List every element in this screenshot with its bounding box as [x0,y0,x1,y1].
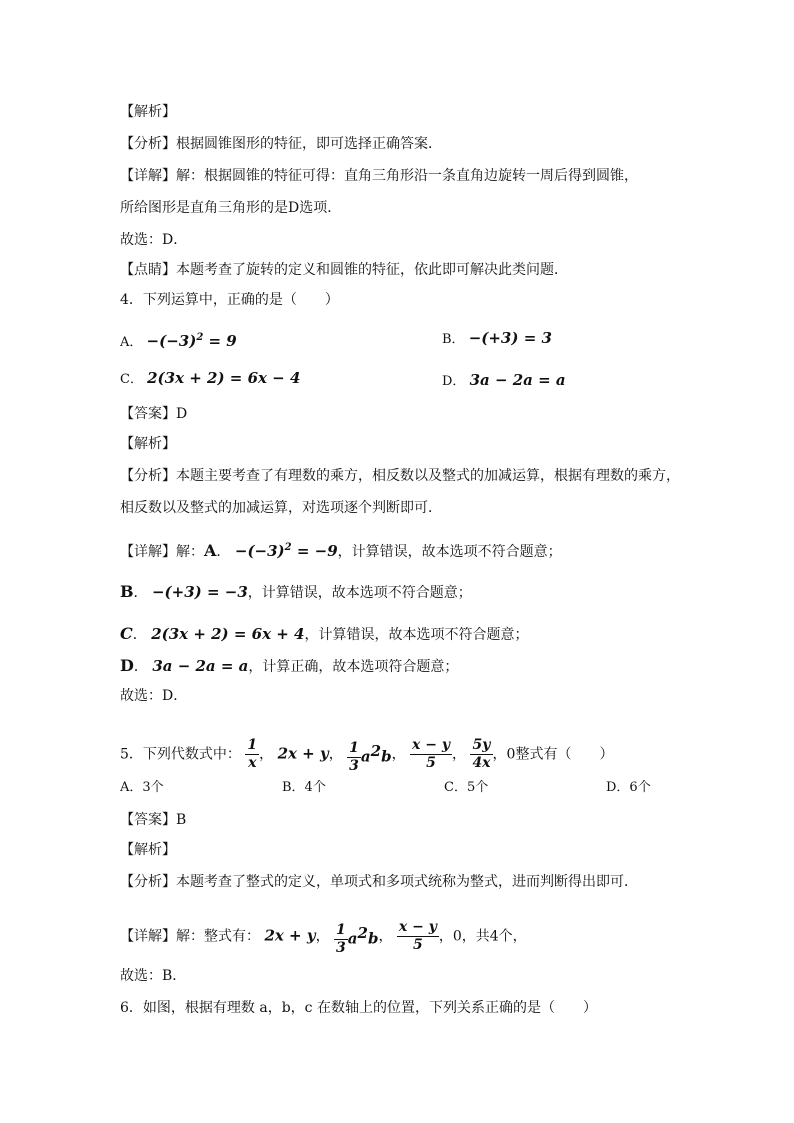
answer-choice-q4: 故选：D． [120,688,188,704]
option-label: D． [442,374,466,389]
detail-q4-item-a: 【详解】解：A． $-(-3)^2 = -9$，计算错误，故本选项不符合题意； [120,541,562,560]
analysis-heading-q5: 【解析】 [120,842,176,858]
analysis-heading-q3: 【解析】 [120,104,176,120]
detail-q4-item-c: C． 2(3x + 2) = 6x + 4，计算错误，故本选项不符合题意； [120,624,529,643]
detail-q4-item-d: D． 3a − 2a = a，计算正确，故本选项符合题意； [120,656,459,675]
q4-option-c [120,368,300,390]
option-expression: 2(3x + 2) = 6x − 4 [147,369,301,387]
analysis-text-q4-line2: 相反数以及整式的加减运算，对选项逐个判断即可． [120,500,442,516]
option-label: B． [442,332,465,347]
answer-q5: 【答案】B [120,812,187,828]
q5-option-b: B．4个 [282,780,326,795]
expr-2x-plus-y: 2x + y [264,926,316,945]
math-expression: 2(3x + 2) = 6x + 4 [151,625,305,643]
fraction-x-minus-y-over-5: $\frac{x - y}{5}$ [412,736,450,771]
analysis-text-q5: 【分析】本题考查了整式的定义，单项式和多项式统称为整式，进而判断得出即可． [120,874,638,890]
question-6-stem: 6．如图，根据有理数 a，b，c 在数轴上的位置，下列关系正确的是（ ） [120,1000,597,1016]
option-label: C． [120,372,143,387]
answer-choice-q3: 故选：D． [120,232,188,248]
q5-option-a: A．3个 [120,780,164,795]
option-expression: $-(-3)^2 = 9$ [146,332,237,350]
question-5-stem: 5．下列代数式中： $\frac{1}{x}$ ， 2x + y， $\frac{1}{3}$ $a^2b$， $\frac{x - y}{5}$ ， $\frac{5y}{4x}$ ，0整式有（ ） [120,726,613,776]
answer-q4: 【答案】D [120,406,188,422]
analysis-heading-q4: 【解析】 [120,436,176,452]
answer-choice-q5: 故选：B． [120,968,187,984]
detail-text-q3-line2: 所给图形是直角三角形的是D选项． [120,200,342,216]
option-expression: 3a − 2a = a [469,371,566,389]
q4-option-b [442,328,552,350]
detail-q4-item-b: B． −(+3) = −3，计算错误，故本选项不符合题意； [120,582,472,601]
option-label: A． [120,335,143,350]
math-expression: 3a − 2a = a [152,657,249,675]
fraction-x-minus-y-over-5: $\frac{x - y}{5}$ [398,918,437,953]
analysis-text-q4-line1: 【分析】本题主要考查了有理数的乘方，相反数以及整式的加减运算，根据有理数的乘方， [120,468,680,484]
math-expression: $-(-3)^2 = -9$ [234,542,338,560]
comment-text-q3: 【点睛】本题考查了旋转的定义和圆锥的特征，依此即可解决此类问题． [120,262,568,278]
fraction-5y-over-4x: $\frac{5y}{4x}$ [472,736,491,771]
q5-option-d: D．6个 [606,780,651,795]
expr-third-a2b: $\frac{1}{3}$ $a^2b$ [349,740,392,775]
analysis-text-q3: 【分析】根据圆锥图形的特征，即可选择正确答案． [120,136,442,152]
math-expression: −(+3) = −3 [151,583,248,601]
q4-option-d [442,370,566,392]
q4-option-a [120,328,237,353]
fraction-1-over-x: $\frac{1}{x}$ [247,736,258,771]
detail-text-q3-line1: 【详解】解：根据圆锥的特征可得：直角三角形沿一条直角边旋转一周后得到圆锥， [120,168,638,184]
expr-2x-plus-y: 2x + y [277,744,329,763]
question-4-stem: 4．下列运算中，正确的是（ ） [120,292,339,308]
detail-text-q5: 【详解】解：整式有： 2x + y， $\frac{1}{3}$ $a^2b$， $\frac{x - y}{5}$ ，0，共4个， [120,908,527,958]
option-expression: −(+3) = 3 [468,329,552,347]
expr-third-a2b: $\frac{1}{3}$ $a^2b$ [336,922,379,957]
q5-option-c: C．5个 [444,780,489,795]
